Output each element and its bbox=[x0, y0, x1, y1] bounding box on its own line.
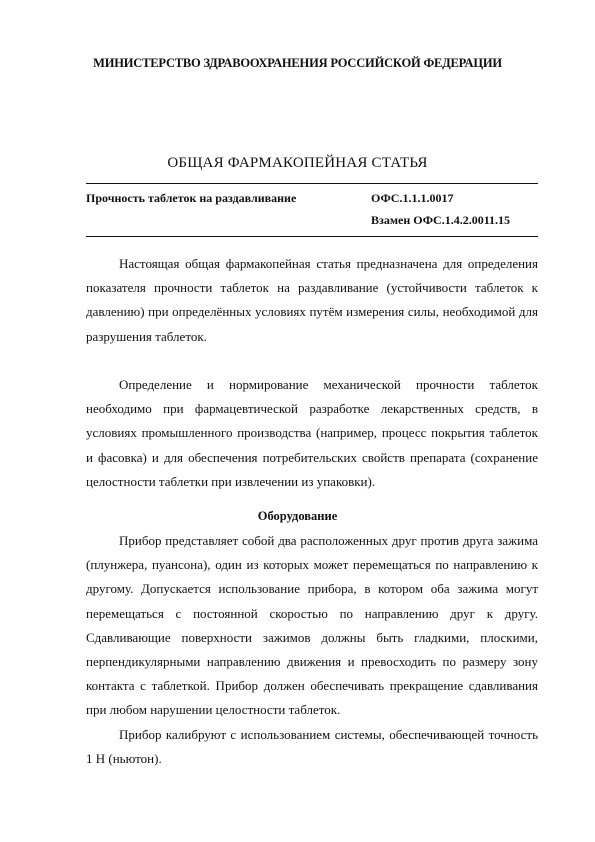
paragraph-text: Определение и нормирование механической прочности таблеток необходимо при фармацевтической разработке лекарственных средств, в условиях промышленного производства (например, процесс покрытия таблеток и фасовка) и для обеспечения потребительских свойств препарата (сохранение целостности таблетки при извлечении из упаковки). bbox=[86, 377, 538, 489]
paragraph-text: Прибор представляет собой два расположенных друг против друга зажима (плунжера, пуансона), один из которых может перемещаться по направлению к другому. Допускается использование прибора, в котором оба зажима могут перемещаться с постоянной скоростью по направлению друг к другу. Сдавливающие поверхности зажимов должны быть гладкими, плоскими, перпендикулярными направлению движения и превосходить по размеру зону контакта с таблеткой. Прибор должен обеспечивать прекращение сдавливания при любом нарушении целостности таблеток. bbox=[86, 533, 538, 718]
ministry-header: МИНИСТЕРСТВО ЗДРАВООХРАНЕНИЯ РОССИЙСКОЙ ФЕДЕРАЦИИ bbox=[93, 56, 502, 70]
paragraph-text: Настоящая общая фармакопейная статья предназначена для определения показателя прочности таблеток на раздавливание (устойчивости таблеток к давлению) при определённых условиях путём измерения силы, необходимой для разрушения таблеток. bbox=[86, 256, 538, 344]
section-heading-equipment: Оборудование bbox=[257, 509, 338, 523]
bottom-divider bbox=[86, 236, 538, 237]
article-replaces: Взамен ОФС.1.4.2.0011.15 bbox=[371, 213, 511, 227]
paragraph-intro bbox=[86, 252, 538, 349]
document-title: ОБЩАЯ ФАРМАКОПЕЙНАЯ СТАТЬЯ bbox=[167, 155, 428, 171]
paragraph-calibration bbox=[86, 723, 538, 771]
paragraph-purpose bbox=[86, 373, 538, 494]
paragraph-text: Прибор калибруют с использованием системы, обеспечивающей точность 1 Н (ньютон). bbox=[86, 727, 538, 767]
paragraph-equipment bbox=[86, 529, 538, 723]
article-code: ОФС.1.1.1.0017 bbox=[371, 191, 454, 205]
top-divider bbox=[86, 183, 538, 184]
article-name: Прочность таблеток на раздавливание bbox=[86, 191, 297, 205]
